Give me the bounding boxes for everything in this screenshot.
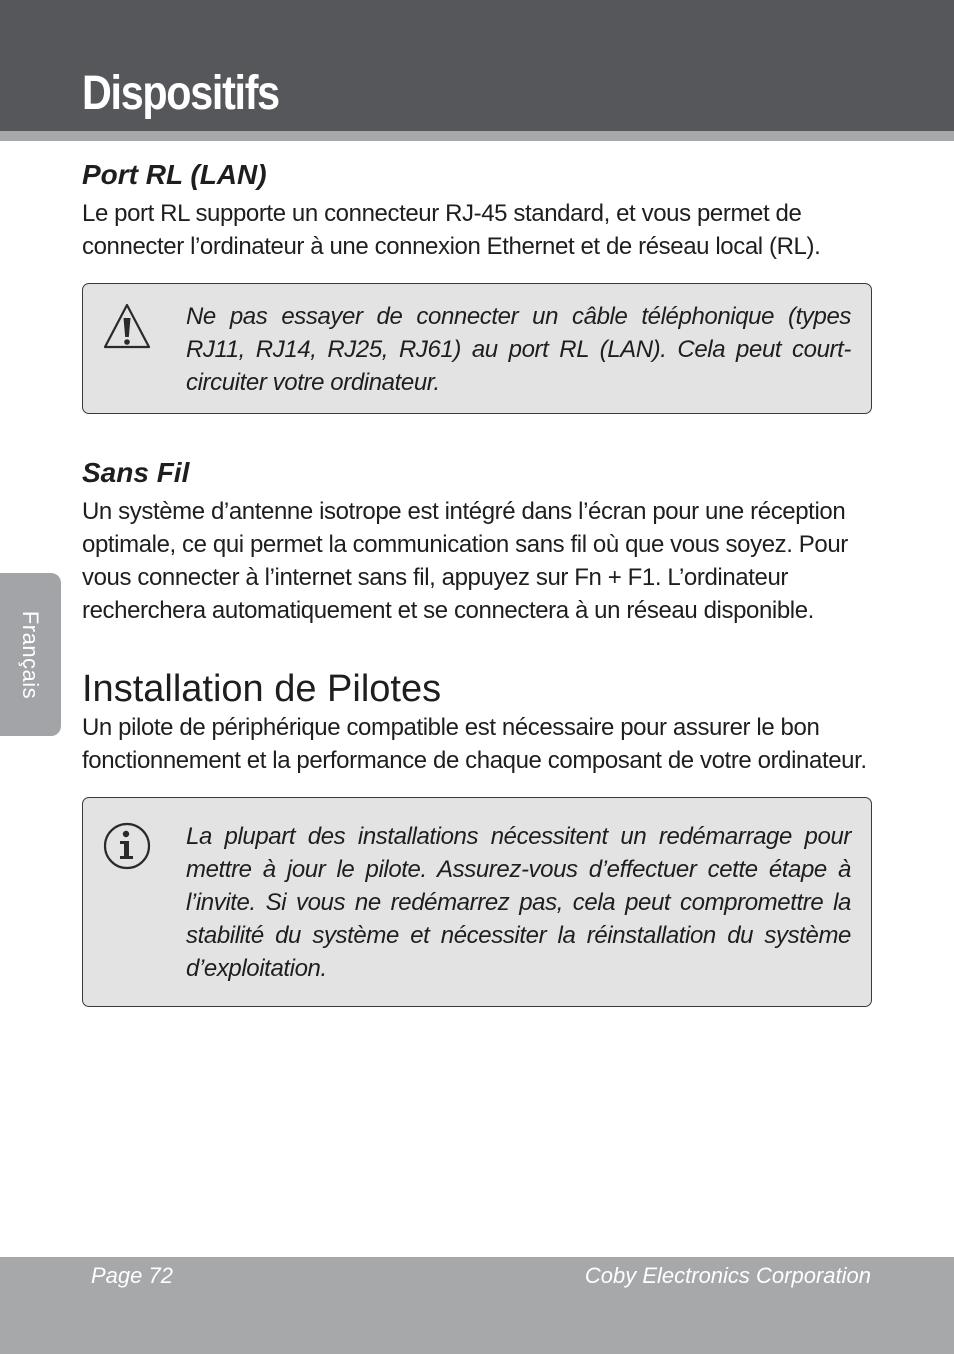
warning-box — [82, 283, 872, 414]
wireless-body: Un système d’antenne isotrope est intégré dans l’écran pour une réception optimale, ce qui permet la communication sans fil où que vous soyez. Pour vous connecter à l’internet sans fil, appuyez sur Fn + F1. L’ordinateur recherchera automatiquement et se connectera à un réseau disponible. — [82, 498, 848, 624]
lan-heading: Port RL (LAN) — [82, 159, 267, 190]
page-number: Page 72 — [91, 1263, 173, 1288]
info-text: La plupart des installations nécessitent un redémarrage pour mettre à jour le pilote. Assurez-vous d’effectuer cette étape à l’invite. Si vous ne redémarrez pas, cela peut compromettre la stabilité du système et nécessiter la réinstallation du système d’exploitation. — [186, 823, 851, 982]
page-header — [0, 0, 954, 131]
header-stripe — [0, 131, 954, 141]
page-title: Dispositifs — [82, 67, 279, 120]
language-tab — [0, 573, 61, 736]
page-footer — [0, 1257, 954, 1354]
info-box — [82, 797, 872, 1007]
company-name: Coby Electronics Corporation — [584, 1263, 871, 1288]
page-content — [82, 155, 872, 1007]
drivers-heading: Installation de Pilotes — [82, 668, 442, 710]
warning-icon — [101, 300, 153, 352]
warning-text: Ne pas essayer de connecter un câble téléphonique (types RJ11, RJ14, RJ25, RJ61) au port RL (LAN). Cela peut court-circuiter votre ordinateur. — [186, 303, 851, 396]
info-icon — [101, 820, 153, 872]
lan-body: Le port RL supporte un connecteur RJ-45 standard, et vous permet de connecter l’ordinateur à une connexion Ethernet et de réseau local (RL). — [82, 200, 821, 260]
language-tab-label: Français — [18, 610, 43, 700]
wireless-heading: Sans Fil — [82, 457, 190, 488]
drivers-body: Un pilote de périphérique compatible est nécessaire pour assurer le bon fonctionnement et la performance de chaque composant de votre ordinateur. — [82, 714, 867, 774]
